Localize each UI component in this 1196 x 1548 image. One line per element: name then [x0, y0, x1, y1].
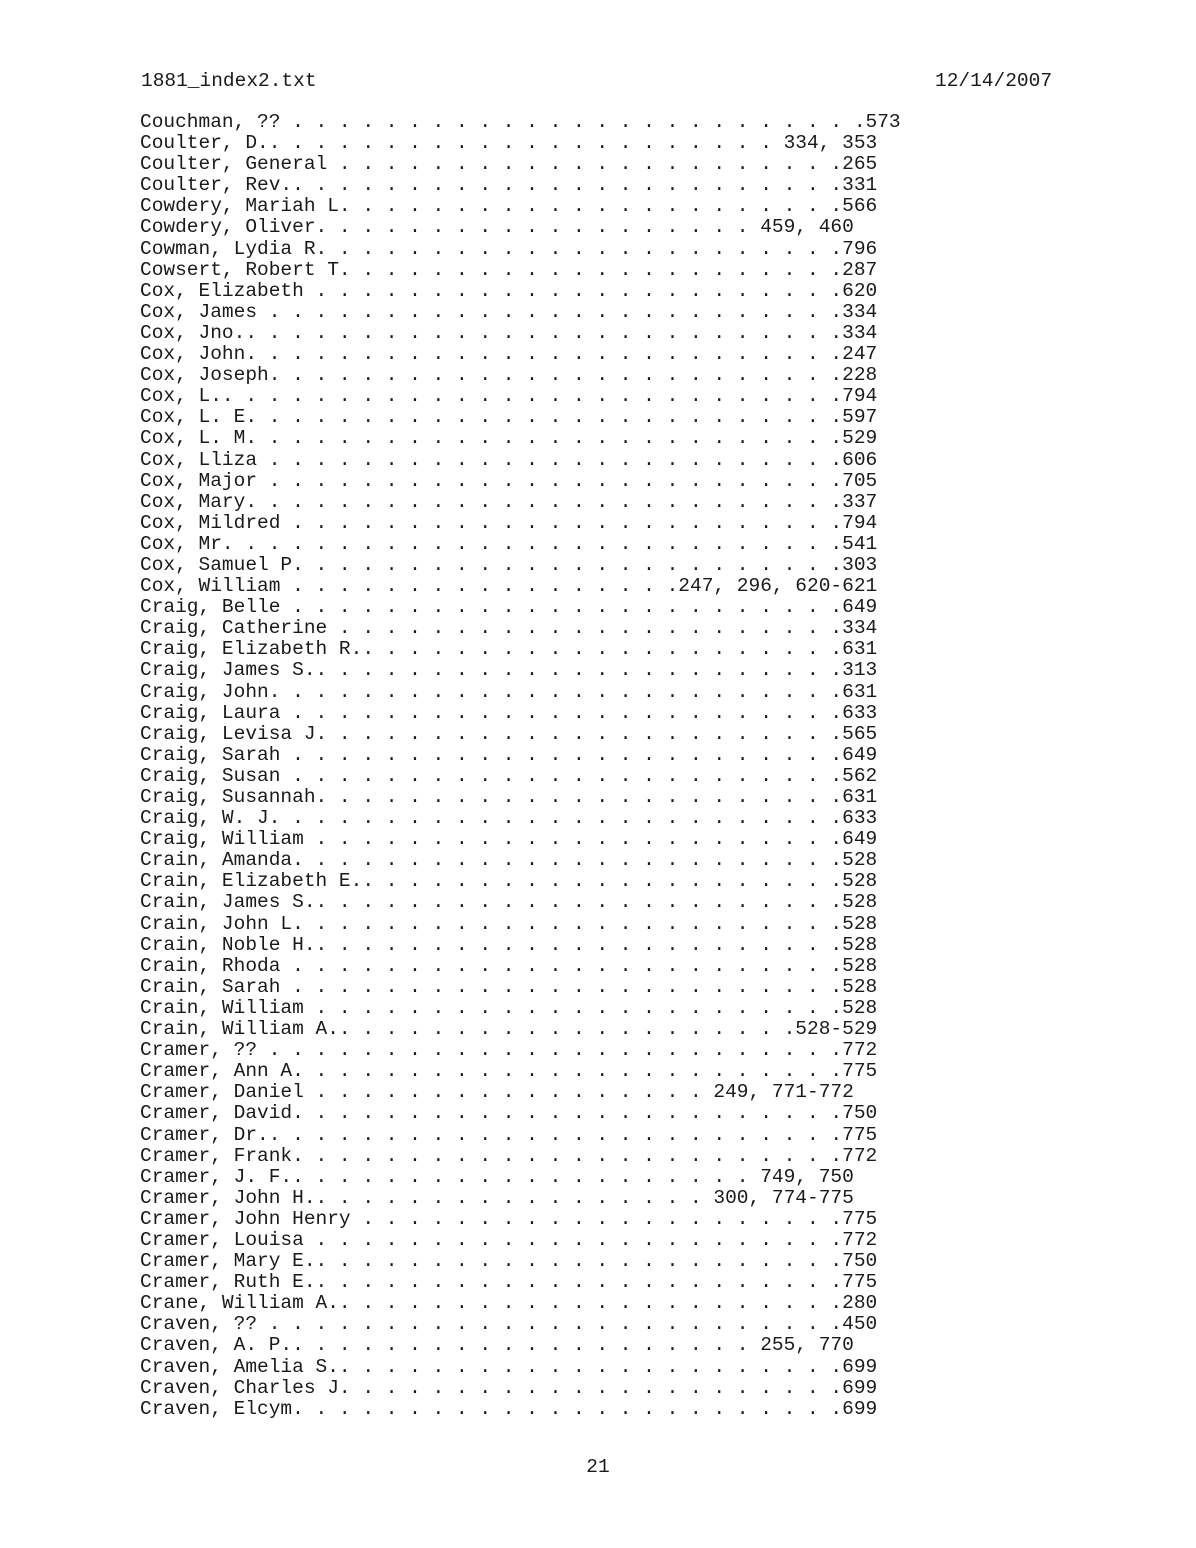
index-entry: Cox, John. . . . . . . . . . . . . . . . . . . . . . . . . .247 — [140, 343, 878, 366]
index-entry: Cox, Major . . . . . . . . . . . . . . . . . . . . . . . . .705 — [140, 469, 878, 492]
index-entry: Crain, Sarah . . . . . . . . . . . . . . . . . . . . . . . .528 — [140, 975, 878, 998]
index-entry: Cramer, J. F.. . . . . . . . . . . . . . . . . . . . 749, 750 — [140, 1165, 854, 1188]
index-entry: Cramer, Ruth E.. . . . . . . . . . . . . . . . . . . . . . .775 — [140, 1271, 878, 1294]
index-entry: Cox, Lliza . . . . . . . . . . . . . . . . . . . . . . . . .606 — [140, 448, 878, 471]
index-entry: Cramer, John Henry . . . . . . . . . . . . . . . . . . . . .775 — [140, 1207, 878, 1230]
index-entry: Cox, William . . . . . . . . . . . . . . . . .247, 296, 620-621 — [140, 575, 878, 598]
index-entry: Craig, Elizabeth R.. . . . . . . . . . . . . . . . . . . . .631 — [140, 638, 878, 661]
index-entry: Cramer, Louisa . . . . . . . . . . . . . . . . . . . . . . .772 — [140, 1228, 878, 1251]
index-entry: Craig, James S.. . . . . . . . . . . . . . . . . . . . . . .313 — [140, 659, 878, 682]
index-entry: Cramer, Frank. . . . . . . . . . . . . . . . . . . . . . . .772 — [140, 1144, 878, 1167]
index-entry: Coulter, D.. . . . . . . . . . . . . . . . . . . . . . 334, 353 — [140, 132, 878, 155]
index-entry: Crane, William A.. . . . . . . . . . . . . . . . . . . . . .280 — [140, 1292, 878, 1315]
index-entry: Cowdery, Oliver. . . . . . . . . . . . . . . . . . . 459, 460 — [140, 216, 854, 239]
index-entry: Cowsert, Robert T. . . . . . . . . . . . . . . . . . . . . .287 — [140, 258, 878, 281]
header-date: 12/14/2007 — [935, 70, 1053, 92]
index-entry: Cox, James . . . . . . . . . . . . . . . . . . . . . . . . .334 — [140, 300, 878, 323]
index-entry: Cox, Mary. . . . . . . . . . . . . . . . . . . . . . . . . .337 — [140, 490, 878, 513]
index-entry: Craig, William . . . . . . . . . . . . . . . . . . . . . . .649 — [140, 828, 878, 851]
index-entry: Craven, A. P.. . . . . . . . . . . . . . . . . . . . 255, 770 — [140, 1334, 854, 1357]
index-entry: Cox, Joseph. . . . . . . . . . . . . . . . . . . . . . . . .228 — [140, 364, 878, 387]
index-entry: Couchman, ?? . . . . . . . . . . . . . . . . . . . . . . . . .573 — [140, 111, 901, 133]
index-entry: Cramer, Ann A. . . . . . . . . . . . . . . . . . . . . . . .775 — [140, 1060, 878, 1083]
index-entry: Crain, Elizabeth E.. . . . . . . . . . . . . . . . . . . . .528 — [140, 870, 878, 893]
index-entry: Craven, Amelia S.. . . . . . . . . . . . . . . . . . . . . .699 — [140, 1355, 878, 1378]
index-entry: Craven, Charles J. . . . . . . . . . . . . . . . . . . . . .699 — [140, 1376, 878, 1399]
index-entry: Craig, Belle . . . . . . . . . . . . . . . . . . . . . . . .649 — [140, 596, 878, 619]
index-entry: Cramer, John H.. . . . . . . . . . . . . . . . . 300, 774-775 — [140, 1186, 854, 1209]
index-entry: Cox, L. M. . . . . . . . . . . . . . . . . . . . . . . . . .529 — [140, 427, 878, 450]
index-entry: Crain, Amanda. . . . . . . . . . . . . . . . . . . . . . . .528 — [140, 849, 878, 872]
index-entry: Cramer, Dr.. . . . . . . . . . . . . . . . . . . . . . . . .775 — [140, 1123, 878, 1146]
index-entry: Craig, Susannah. . . . . . . . . . . . . . . . . . . . . . .631 — [140, 786, 878, 808]
index-entry: Crain, Rhoda . . . . . . . . . . . . . . . . . . . . . . . .528 — [140, 954, 878, 977]
index-entry: Crain, James S.. . . . . . . . . . . . . . . . . . . . . . .528 — [140, 891, 878, 914]
index-list — [140, 112, 901, 1420]
index-entry: Cox, Samuel P. . . . . . . . . . . . . . . . . . . . . . . .303 — [140, 553, 878, 576]
index-entry: Cramer, David. . . . . . . . . . . . . . . . . . . . . . . .750 — [140, 1102, 878, 1125]
index-entry: Craven, Elcym. . . . . . . . . . . . . . . . . . . . . . . .699 — [140, 1397, 878, 1420]
index-entry: Cox, Mildred . . . . . . . . . . . . . . . . . . . . . . . .794 — [140, 511, 878, 534]
index-entry: Cowman, Lydia R. . . . . . . . . . . . . . . . . . . . . . .796 — [140, 237, 878, 260]
index-entry: Cramer, Daniel . . . . . . . . . . . . . . . . . 249, 771-772 — [140, 1081, 854, 1104]
index-entry: Coulter, Rev.. . . . . . . . . . . . . . . . . . . . . . . .331 — [140, 174, 878, 197]
index-entry: Cox, Jno.. . . . . . . . . . . . . . . . . . . . . . . . . .334 — [140, 321, 878, 344]
index-entry: Cowdery, Mariah L. . . . . . . . . . . . . . . . . . . . . .566 — [140, 195, 878, 218]
index-entry: Craven, ?? . . . . . . . . . . . . . . . . . . . . . . . . .450 — [140, 1313, 878, 1336]
index-entry: Craig, Susan . . . . . . . . . . . . . . . . . . . . . . . .562 — [140, 764, 878, 787]
index-entry: Crain, William . . . . . . . . . . . . . . . . . . . . . . .528 — [140, 996, 878, 1019]
index-entry: Cramer, Mary E.. . . . . . . . . . . . . . . . . . . . . . .750 — [140, 1250, 878, 1273]
index-entry: Crain, William A.. . . . . . . . . . . . . . . . . . . .528-529 — [140, 1018, 878, 1041]
index-entry: Crain, Noble H.. . . . . . . . . . . . . . . . . . . . . . .528 — [140, 933, 878, 956]
index-entry: Cox, L.. . . . . . . . . . . . . . . . . . . . . . . . . . .794 — [140, 385, 878, 408]
page-number: 21 — [586, 1456, 610, 1478]
index-entry: Craig, Catherine . . . . . . . . . . . . . . . . . . . . . .334 — [140, 617, 878, 640]
index-entry: Coulter, General . . . . . . . . . . . . . . . . . . . . . .265 — [140, 153, 878, 176]
index-entry: Craig, Laura . . . . . . . . . . . . . . . . . . . . . . . .633 — [140, 701, 878, 724]
index-entry: Cox, Mr. . . . . . . . . . . . . . . . . . . . . . . . . . .541 — [140, 532, 878, 555]
index-entry: Craig, Sarah . . . . . . . . . . . . . . . . . . . . . . . .649 — [140, 743, 878, 766]
index-entry: Craig, Levisa J. . . . . . . . . . . . . . . . . . . . . . .565 — [140, 722, 878, 745]
index-entry: Craig, John. . . . . . . . . . . . . . . . . . . . . . . . .631 — [140, 680, 878, 703]
index-entry: Cox, Elizabeth . . . . . . . . . . . . . . . . . . . . . . .620 — [140, 279, 878, 302]
index-entry: Craig, W. J. . . . . . . . . . . . . . . . . . . . . . . . .633 — [140, 807, 878, 830]
index-entry: Crain, John L. . . . . . . . . . . . . . . . . . . . . . . .528 — [140, 912, 878, 935]
header-filename: 1881_index2.txt — [141, 70, 317, 92]
index-entry: Cramer, ?? . . . . . . . . . . . . . . . . . . . . . . . . .772 — [140, 1039, 878, 1062]
index-entry: Cox, L. E. . . . . . . . . . . . . . . . . . . . . . . . . .597 — [140, 406, 878, 429]
